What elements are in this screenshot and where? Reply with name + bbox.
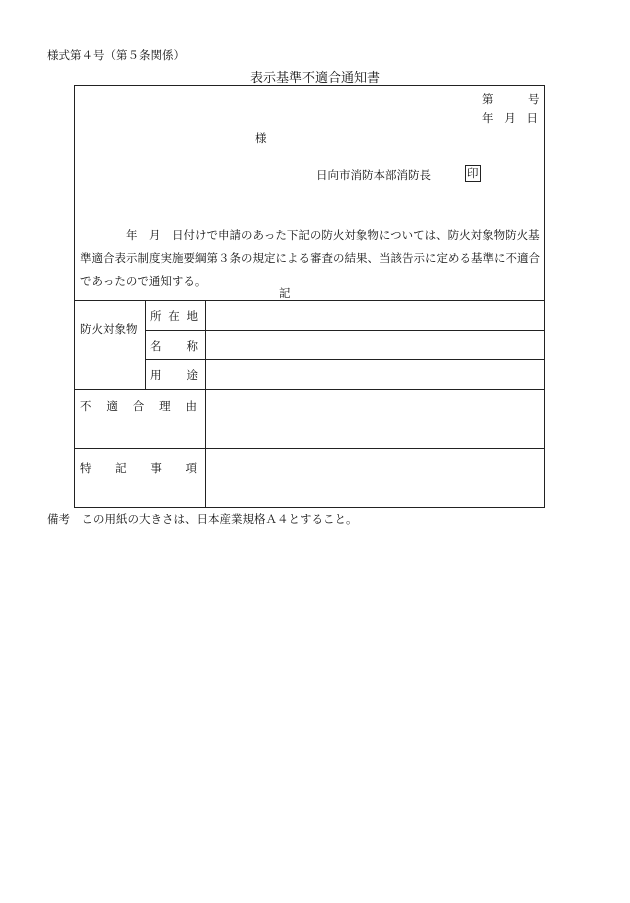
date-month-label: 月 [504, 111, 516, 125]
document-number-label: 第 号 [482, 92, 540, 106]
row-divider [74, 448, 545, 449]
column-divider [145, 300, 146, 389]
column-divider [205, 300, 206, 508]
location-label: 所 在 地 [150, 309, 198, 323]
name-label: 名 称 [150, 339, 198, 353]
paper-size-note: 備考 この用紙の大きさは、日本産業規格Ａ４とすること。 [47, 512, 358, 526]
form-frame [74, 85, 545, 508]
document-title: 表示基準不適合通知書 [249, 71, 380, 86]
date-year-label: 年 [482, 111, 494, 125]
row-divider [74, 389, 545, 390]
nonconformity-reason-label: 不 適 合 理 由 [80, 399, 197, 413]
special-notes-label: 特 記 事 項 [80, 461, 197, 475]
notice-body: 年 月 日付けで申請のあった下記の防火対象物については、防火対象物防火基準適合表示制度実施要綱第３条の規定による審査の結果、当該告示に定める基準に不適合であったので通知する。 [80, 228, 540, 288]
sender-name: 日向市消防本部消防長 [316, 168, 431, 182]
usage-label: 用 途 [150, 368, 198, 382]
addressee-suffix: 様 [255, 131, 267, 145]
form-number-label: 様式第４号（第５条関係） [47, 48, 185, 62]
seal-mark: 印 [467, 166, 479, 180]
date-line [482, 110, 538, 126]
ki-label: 記 [279, 286, 291, 300]
date-day-label: 日 [526, 111, 538, 125]
target-building-label: 防火対象物 [80, 322, 138, 336]
